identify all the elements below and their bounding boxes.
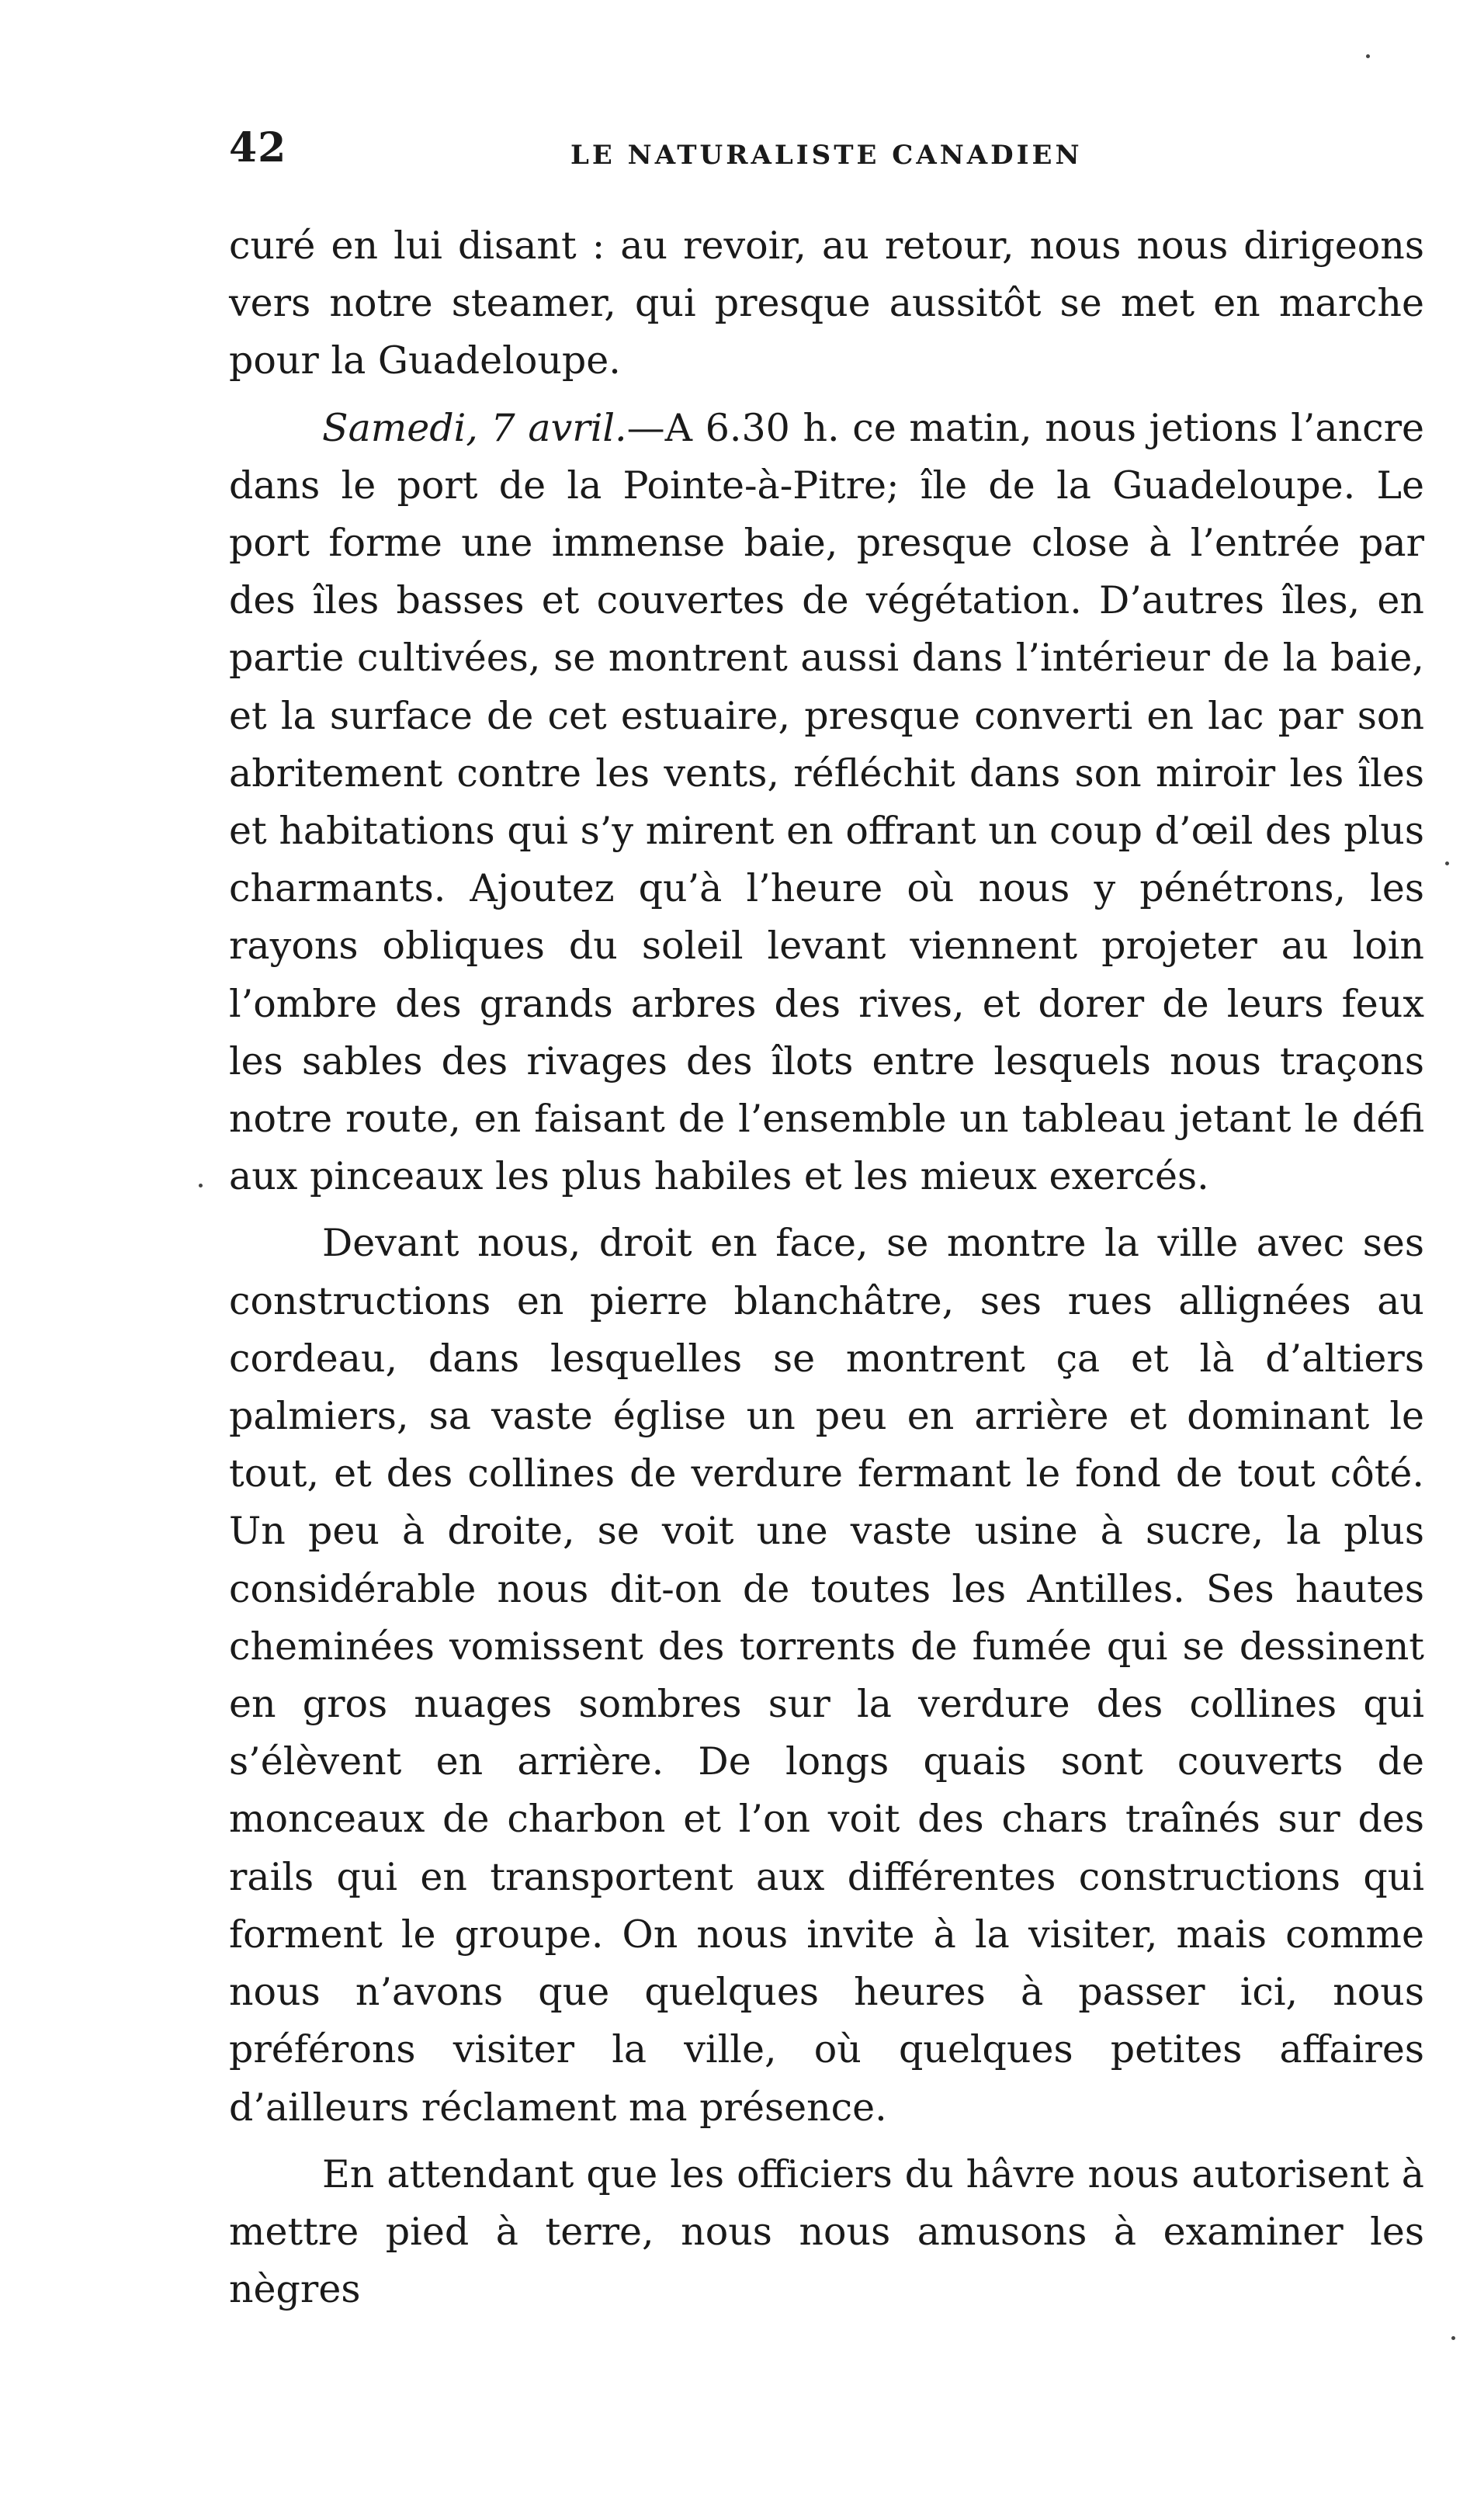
paragraph-4 xyxy=(229,2146,1424,2319)
scan-speck xyxy=(1451,2336,1455,2340)
scan-speck xyxy=(1366,54,1370,58)
paragraph-3 xyxy=(229,1215,1424,2136)
scan-speck xyxy=(199,1184,203,1187)
paragraph-text: —A 6.30 h. ce matin, nous jetions l’ancre dans le port de la Pointe-à-Pitre; île de la Guadeloupe. Le port forme une immense baie, presque close à l’entrée par des îles basses et couvertes de végétation. D’autres îles, en partie cultivées, se montrent aussi dans l’intérieur de la baie, et la surface de cet estuaire, presque converti en lac par son abritement contre les vents, réfléchit dans son miroir les îles et habitations qui s’y mirent en offrant un coup d’œil des plus charmants. Ajoutez qu’à l’heure où nous y pénétrons, les rayons obliques du soleil levant viennent projeter au loin l’ombre des grands arbres des rives, et dorer de leurs feux les sables des rivages des îlots entre lesquels nous traçons notre route, en faisant de l’ensemble un tableau jetant le défi aux pinceaux les plus habiles et les mieux exercés. xyxy=(229,405,1424,1199)
scan-speck xyxy=(1445,862,1449,865)
date-heading: Samedi, 7 avril. xyxy=(322,405,627,450)
running-title: LE NATURALISTE CANADIEN xyxy=(570,140,1083,171)
paragraph-text: En attendant que les officiers du hâvre nous autorisent à mettre pied à terre, nous nous amusons à examiner les nègres xyxy=(229,2151,1424,2312)
paragraph-text: curé en lui disant : au revoir, au retour, nous nous dirigeons vers notre steamer, qui presque aussitôt se met en marche pour la Guadeloupe. xyxy=(229,224,1424,383)
page-header xyxy=(229,124,1424,179)
paragraph-2 xyxy=(229,400,1424,1206)
paragraph-text: Devant nous, droit en face, se montre la ville avec ses constructions en pierre blanchâtre, ses rues allignées au cordeau, dans lesquelles se montrent ça et là d’altiers palmiers, sa vaste église un peu en arrière et dominant le tout, et des collines de verdure fermant le fond de tout côté. Un peu à droite, se voit une vaste usine à sucre, la plus considérable nous dit-on de toutes les Antilles. Ses hautes cheminées vomissent des torrents de fumée qui se dessinent en gros nuages sombres sur la verdure des collines qui s’élèvent en arrière. De longs quais sont couverts de monceaux de charbon et l’on voit des chars traînés sur des rails qui en transportent aux différentes constructions qui forment le groupe. On nous invite à la visiter, mais comme nous n’avons que quelques heures à passer ici, nous préférons visiter la ville, où quelques petites affaires d’ailleurs réclament ma présence. xyxy=(229,1221,1424,2130)
page-number: 42 xyxy=(229,124,287,172)
body-text xyxy=(229,217,1424,2318)
paragraph-1 xyxy=(229,217,1424,390)
